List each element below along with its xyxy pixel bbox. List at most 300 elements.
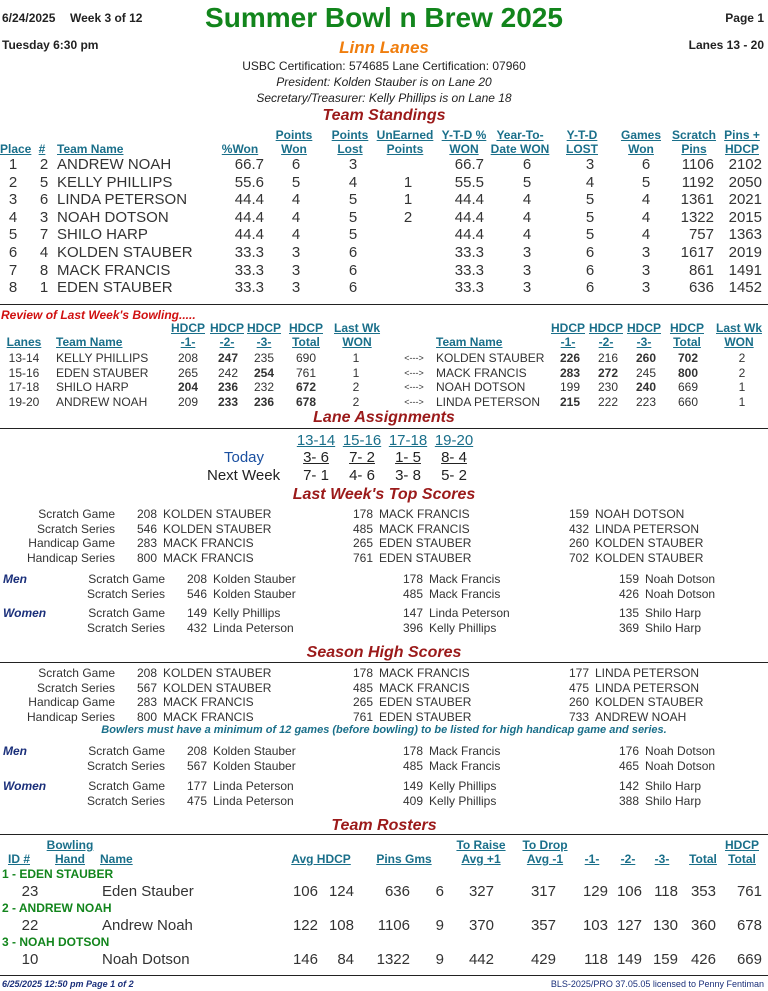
score-label: Scratch Series <box>36 521 115 536</box>
standings-col-header: Year-To-Date WON <box>490 128 550 156</box>
score-value: 426 <box>618 586 639 601</box>
score-value: 567 <box>136 680 157 695</box>
score-name: Linda Peterson <box>213 779 294 793</box>
roster-col-header: To Drop Avg -1 <box>522 838 568 866</box>
score-name: KOLDEN STAUBER <box>163 521 272 536</box>
standings-cell: 1192 <box>681 173 714 191</box>
review-cell: 223 <box>635 394 657 409</box>
next-week-label: Next Week <box>207 467 281 484</box>
standings-col-header: Points Lost <box>331 128 369 156</box>
roster-cell: 106 <box>292 883 318 900</box>
standings-col-header: Y-T-D LOST <box>566 128 598 156</box>
roster-cell: 10 <box>21 951 39 968</box>
standings-cell: 3 <box>39 208 49 226</box>
roster-cell: 118 <box>584 951 608 968</box>
standings-cell: 5 <box>39 173 49 191</box>
review-cell: 222 <box>597 394 619 409</box>
lane-assignments-title: Lane Assignments <box>313 409 455 426</box>
review-arrow: <---> <box>404 367 424 378</box>
roster-cell: Eden Stauber <box>102 883 194 900</box>
review-cell: MACK FRANCIS <box>436 365 527 380</box>
roster-cell: 327 <box>468 883 494 900</box>
score-name: LINDA PETERSON <box>595 666 700 680</box>
score-value: 702 <box>568 550 589 565</box>
review-cell: 216 <box>597 351 619 365</box>
score-value: 761 <box>352 709 373 724</box>
standings-col-header: Points Won <box>275 128 313 156</box>
score-value: 546 <box>136 521 157 536</box>
standings-cell: 5 <box>585 208 595 226</box>
roster-cell: 149 <box>616 951 642 968</box>
standings-cell: 66.7 <box>234 156 264 173</box>
lane-pair-header: 17-18 <box>388 432 428 449</box>
standings-cell: 5 <box>291 173 301 191</box>
score-value: 208 <box>186 572 207 586</box>
roster-cell: 6 <box>435 883 444 900</box>
score-name: Shilo Harp <box>645 779 702 793</box>
standings-cell: KELLY PHILLIPS <box>57 173 173 191</box>
score-name: Noah Dotson <box>645 572 716 586</box>
review-cell: 2 <box>738 351 746 365</box>
score-name: Linda Peterson <box>429 606 510 620</box>
standings-cell: 33.3 <box>454 244 484 261</box>
standings-cell: 4 <box>348 173 358 191</box>
president-line: President: Kolden Stauber is on Lane 20 <box>276 75 492 89</box>
review-cell: SHILO HARP <box>56 380 129 395</box>
standings-cell: 1363 <box>728 226 762 244</box>
standings-cell: 5 <box>348 226 358 244</box>
score-value: 142 <box>618 779 639 793</box>
standings-cell: 1617 <box>680 244 714 261</box>
standings-col-header: Y-T-D % WON <box>441 128 487 156</box>
score-value: 177 <box>568 666 589 680</box>
divider <box>0 662 768 663</box>
review-cell: 1 <box>352 365 360 380</box>
score-name: MACK FRANCIS <box>379 680 470 695</box>
lane-pair-header: 19-20 <box>434 432 474 449</box>
score-value: 432 <box>568 521 589 536</box>
review-cell: 226 <box>559 351 581 365</box>
review-cell: 254 <box>253 365 275 380</box>
score-name: NOAH DOTSON <box>595 507 685 521</box>
review-cell: 2 <box>352 380 360 395</box>
score-label: Scratch Game <box>88 744 165 758</box>
score-name: Kolden Stauber <box>213 586 296 601</box>
standings-cell: 66.7 <box>454 156 484 173</box>
standings-cell: 3 <box>641 279 651 297</box>
review-cell: 199 <box>559 380 581 395</box>
score-value: 147 <box>402 606 423 620</box>
score-label: Scratch Game <box>38 666 115 680</box>
lane-pair-header: 15-16 <box>342 432 382 449</box>
roster-cell: 122 <box>292 917 318 934</box>
roster-cell: 130 <box>652 917 678 934</box>
roster-cell: 761 <box>736 883 762 900</box>
next-week-matchup: 7- 1 <box>303 467 329 484</box>
roster-cell: 106 <box>616 883 642 900</box>
score-name: Shilo Harp <box>645 621 702 635</box>
score-name: KOLDEN STAUBER <box>163 666 272 680</box>
score-value: 178 <box>402 572 423 586</box>
footer-timestamp: 6/25/2025 12:50 pm Page 1 of 2 <box>2 979 134 989</box>
standings-cell: 2 <box>39 156 49 173</box>
standings-cell: 2050 <box>728 173 762 191</box>
score-name: Shilo Harp <box>645 606 702 620</box>
standings-cell: 3 <box>291 279 301 297</box>
score-name: KOLDEN STAUBER <box>595 550 704 565</box>
lane-pair-header: 13-14 <box>296 432 336 449</box>
roster-col-header: Total <box>689 852 717 866</box>
standings-cell: 44.4 <box>454 208 484 226</box>
score-value: 485 <box>352 521 373 536</box>
roster-team-header: 2 - ANDREW NOAH <box>2 901 112 915</box>
score-name: Kolden Stauber <box>213 572 296 586</box>
standings-col-header: Games Won <box>620 128 662 156</box>
score-value: 208 <box>136 507 157 521</box>
score-label: Scratch Game <box>88 606 165 620</box>
review-cell: 669 <box>677 380 699 395</box>
review-cell: 233 <box>217 394 239 409</box>
standings-cell: 2015 <box>728 208 762 226</box>
review-cell: 2 <box>352 394 360 409</box>
review-cell: 1 <box>352 351 360 365</box>
review-cell: 15-16 <box>8 365 40 380</box>
roster-cell: 370 <box>468 917 494 934</box>
standings-cell: 44.4 <box>234 191 264 209</box>
roster-cell: 124 <box>328 883 354 900</box>
score-name: ANDREW NOAH <box>595 709 687 724</box>
roster-col-header: Avg HDCP <box>291 852 351 866</box>
score-name: EDEN STAUBER <box>379 536 472 550</box>
standings-cell: 8 <box>39 261 49 279</box>
standings-cell: 33.3 <box>454 261 484 279</box>
review-cell: 690 <box>295 351 317 365</box>
standings-col-header: Pins + HDCP <box>724 128 760 156</box>
review-cell: 245 <box>635 365 657 380</box>
score-value: 159 <box>568 507 589 521</box>
standings-cell: 4 <box>585 173 595 191</box>
review-cell: 13-14 <box>8 351 40 365</box>
standings-cell: LINDA PETERSON <box>57 191 188 209</box>
score-value: 465 <box>618 758 639 773</box>
score-value: 800 <box>136 550 157 565</box>
score-label: Scratch Series <box>86 758 165 773</box>
men-label: Men <box>3 744 27 758</box>
review-col-header: HDCP Total <box>669 321 704 349</box>
score-label: Scratch Series <box>36 680 115 695</box>
score-name: EDEN STAUBER <box>379 695 472 709</box>
standings-cell: 3 <box>641 244 651 261</box>
review-col-header: Team Name <box>56 335 123 349</box>
score-name: Mack Francis <box>429 572 501 586</box>
roster-cell: 442 <box>468 951 494 968</box>
today-matchup: 7- 2 <box>349 449 375 466</box>
roster-cell: 678 <box>736 917 762 934</box>
score-value: 135 <box>618 606 639 620</box>
divider <box>0 304 768 305</box>
standings-cell: 5 <box>522 173 532 191</box>
standings-cell: 2019 <box>728 244 762 261</box>
standings-cell: 1106 <box>681 156 714 173</box>
standings-cell: 1 <box>403 191 413 209</box>
next-week-matchup: 4- 6 <box>349 467 375 484</box>
roster-col-header: Pins Gms <box>376 852 432 866</box>
standings-cell: 3 <box>291 244 301 261</box>
score-value: 283 <box>136 536 157 550</box>
review-cell: 1 <box>738 380 746 395</box>
standings-cell: EDEN STAUBER <box>57 279 173 297</box>
score-name: Linda Peterson <box>213 621 294 635</box>
roster-col-header: Name <box>100 852 133 866</box>
score-name: Mack Francis <box>429 758 501 773</box>
roster-col-header: Bowling Hand <box>46 838 94 866</box>
roster-cell: 669 <box>736 951 762 968</box>
score-name: LINDA PETERSON <box>595 521 700 536</box>
standings-cell: 5 <box>585 226 595 244</box>
roster-cell: 108 <box>328 917 354 934</box>
score-name: MACK FRANCIS <box>379 521 470 536</box>
score-name: EDEN STAUBER <box>379 550 472 565</box>
standings-cell: 3 <box>291 261 301 279</box>
score-value: 733 <box>568 709 589 724</box>
top-scores-title: Last Week's Top Scores <box>292 486 476 503</box>
score-name: EDEN STAUBER <box>379 709 472 724</box>
score-value: 208 <box>186 744 207 758</box>
footer-license: BLS-2025/PRO 37.05.05 licensed to Penny Fentiman <box>550 979 764 989</box>
score-name: Noah Dotson <box>645 586 716 601</box>
roster-cell: 129 <box>582 883 608 900</box>
standings-cell: 5 <box>641 173 651 191</box>
score-name: MACK FRANCIS <box>163 536 254 550</box>
standings-cell: 4 <box>39 244 49 261</box>
standings-cell: KOLDEN STAUBER <box>57 244 193 261</box>
score-name: MACK FRANCIS <box>163 695 254 709</box>
review-cell: 678 <box>295 394 317 409</box>
review-col-header: Last Wk WON <box>716 321 763 349</box>
review-cell: 19-20 <box>8 394 40 409</box>
league-title: Summer Bowl n Brew 2025 <box>205 2 563 33</box>
standings-cell: 6 <box>522 156 532 173</box>
review-cell: 260 <box>635 351 657 365</box>
score-value: 149 <box>402 779 423 793</box>
roster-cell: 22 <box>21 917 39 934</box>
roster-cell: 146 <box>292 951 318 968</box>
score-label: Handicap Series <box>26 709 115 724</box>
review-cell: 247 <box>217 351 239 365</box>
review-col-header: Lanes <box>6 335 42 349</box>
score-name: MACK FRANCIS <box>163 709 254 724</box>
standings-title: Team Standings <box>322 107 446 124</box>
rosters-title: Team Rosters <box>331 817 437 834</box>
score-label: Scratch Series <box>86 586 165 601</box>
score-value: 176 <box>618 744 639 758</box>
score-name: Kelly Phillips <box>429 621 497 635</box>
review-cell: ANDREW NOAH <box>56 394 148 409</box>
roster-col-header: -2- <box>620 852 636 866</box>
roster-cell: 360 <box>690 917 716 934</box>
roster-col-header: ID # <box>7 852 30 866</box>
review-cell: 230 <box>597 380 619 395</box>
score-label: Handicap Series <box>26 550 115 565</box>
score-name: Kelly Phillips <box>429 793 497 808</box>
roster-cell: 317 <box>530 883 556 900</box>
review-cell: 2 <box>738 365 746 380</box>
standings-cell: 33.3 <box>454 279 484 297</box>
bowling-center: Linn Lanes <box>339 38 429 57</box>
review-col-header: HDCP -1- <box>170 321 205 349</box>
report-date: 6/24/2025 <box>2 11 56 25</box>
certification: USBC Certification: 574685 Lane Certification: 07960 <box>242 59 526 73</box>
standings-cell: 44.4 <box>234 208 264 226</box>
score-label: Scratch Game <box>38 507 115 521</box>
standings-cell: 1 <box>403 173 413 191</box>
review-cell: 761 <box>295 365 317 380</box>
roster-col-header: -3- <box>654 852 670 866</box>
score-value: 178 <box>352 507 373 521</box>
standings-cell: 44.4 <box>454 191 484 209</box>
standings-col-header: UnEarned Points <box>376 128 434 156</box>
standings-col-header: Team Name <box>57 142 124 156</box>
score-name: LINDA PETERSON <box>595 680 700 695</box>
today-matchup: 8- 4 <box>441 449 467 466</box>
standings-cell: 4 <box>291 226 301 244</box>
score-value: 567 <box>186 758 207 773</box>
standings-cell: 7 <box>8 261 18 279</box>
standings-cell: 6 <box>585 261 595 279</box>
season-scores-title: Season High Scores <box>306 644 462 661</box>
standings-cell: 2 <box>8 173 18 191</box>
standings-cell: 6 <box>348 279 358 297</box>
review-cell: 236 <box>217 380 239 395</box>
standings-cell: 5 <box>348 191 358 209</box>
score-name: Kolden Stauber <box>213 744 296 758</box>
standings-cell: 6 <box>348 244 358 261</box>
review-col-header: HDCP -3- <box>246 321 281 349</box>
score-value: 409 <box>402 793 423 808</box>
review-cell: 702 <box>677 351 699 365</box>
score-value: 260 <box>568 695 589 709</box>
score-value: 475 <box>568 680 589 695</box>
review-cell: 272 <box>597 365 619 380</box>
roster-cell: Noah Dotson <box>102 951 190 968</box>
divider <box>0 975 768 976</box>
score-label: Scratch Game <box>88 572 165 586</box>
roster-cell: 9 <box>435 951 444 968</box>
roster-cell: 84 <box>337 951 354 968</box>
standings-cell: 6 <box>291 156 301 173</box>
score-name: Linda Peterson <box>213 793 294 808</box>
standings-cell: 3 <box>522 261 532 279</box>
score-label: Scratch Series <box>86 793 165 808</box>
today-matchup: 3- 6 <box>303 449 329 466</box>
review-cell: 1 <box>738 394 746 409</box>
standings-cell: 5 <box>348 208 358 226</box>
standings-cell: 6 <box>39 191 49 209</box>
women-label: Women <box>3 606 47 620</box>
season-note: Bowlers must have a minimum of 12 games (before bowling) to be listed for high handicap game and series. <box>101 724 667 736</box>
standings-col-header: Scratch Pins <box>671 128 717 156</box>
review-col-header: HDCP -2- <box>588 321 623 349</box>
roster-cell: 159 <box>652 951 678 968</box>
standings-cell: 3 <box>8 191 18 209</box>
review-cell: KOLDEN STAUBER <box>436 351 545 365</box>
standings-cell: 4 <box>522 191 532 209</box>
review-cell: 232 <box>253 380 275 395</box>
roster-col-header: -1- <box>584 852 600 866</box>
standings-cell: 3 <box>585 156 595 173</box>
standings-cell: 2021 <box>728 191 762 209</box>
review-cell: 265 <box>177 365 199 380</box>
score-value: 265 <box>352 536 373 550</box>
score-name: Kelly Phillips <box>213 606 281 620</box>
standings-cell: 2 <box>403 208 413 226</box>
standings-cell: 44.4 <box>454 226 484 244</box>
review-col-header: Last Wk WON <box>334 321 381 349</box>
standings-cell: MACK FRANCIS <box>57 261 171 279</box>
page-number: Page 1 <box>725 11 764 25</box>
standings-cell: 6 <box>348 261 358 279</box>
standings-cell: 4 <box>641 226 651 244</box>
review-cell: 242 <box>217 365 239 380</box>
standings-cell: SHILO HARP <box>57 226 148 244</box>
review-cell: KELLY PHILLIPS <box>56 351 149 365</box>
standings-cell: 33.3 <box>234 261 264 279</box>
review-cell: 17-18 <box>8 380 40 395</box>
score-value: 149 <box>186 606 207 620</box>
roster-cell: 636 <box>384 883 410 900</box>
review-cell: 672 <box>295 380 317 395</box>
standings-cell: 4 <box>641 191 651 209</box>
roster-cell: 127 <box>616 917 642 934</box>
today-matchup: 1- 5 <box>395 449 421 466</box>
review-cell: LINDA PETERSON <box>436 394 541 409</box>
review-cell: EDEN STAUBER <box>56 365 149 380</box>
review-col-header: HDCP -1- <box>550 321 585 349</box>
review-cell: 208 <box>177 351 199 365</box>
standings-cell: 4 <box>641 208 651 226</box>
roster-cell: 1106 <box>377 917 410 934</box>
score-value: 485 <box>402 586 423 601</box>
standings-cell: 3 <box>522 244 532 261</box>
roster-cell: 353 <box>690 883 716 900</box>
standings-cell: 55.6 <box>234 173 264 191</box>
standings-cell: 4 <box>8 208 18 226</box>
standings-cell: 44.4 <box>234 226 264 244</box>
score-value: 800 <box>136 709 157 724</box>
roster-cell: 103 <box>582 917 608 934</box>
secretary-line: Secretary/Treasurer: Kelly Phillips is on Lane 18 <box>256 91 512 105</box>
score-value: 178 <box>402 744 423 758</box>
score-label: Handicap Game <box>28 695 115 709</box>
review-col-header: HDCP -3- <box>626 321 661 349</box>
standings-cell: 33.3 <box>234 279 264 297</box>
score-name: Noah Dotson <box>645 744 716 758</box>
standings-cell: 7 <box>39 226 49 244</box>
standings-cell: 1361 <box>680 191 714 209</box>
score-name: KOLDEN STAUBER <box>595 536 704 550</box>
men-label: Men <box>3 572 27 586</box>
standings-col-header: %Won <box>221 142 259 156</box>
score-value: 369 <box>618 621 639 635</box>
standings-cell: 6 <box>641 156 651 173</box>
roster-team-header: 1 - EDEN STAUBER <box>2 867 114 881</box>
roster-team-header: 3 - NOAH DOTSON <box>2 935 110 949</box>
review-cell: 235 <box>253 351 275 365</box>
score-name: MACK FRANCIS <box>379 507 470 521</box>
score-value: 475 <box>186 793 207 808</box>
roster-cell: 357 <box>530 917 556 934</box>
roster-cell: 9 <box>435 917 444 934</box>
